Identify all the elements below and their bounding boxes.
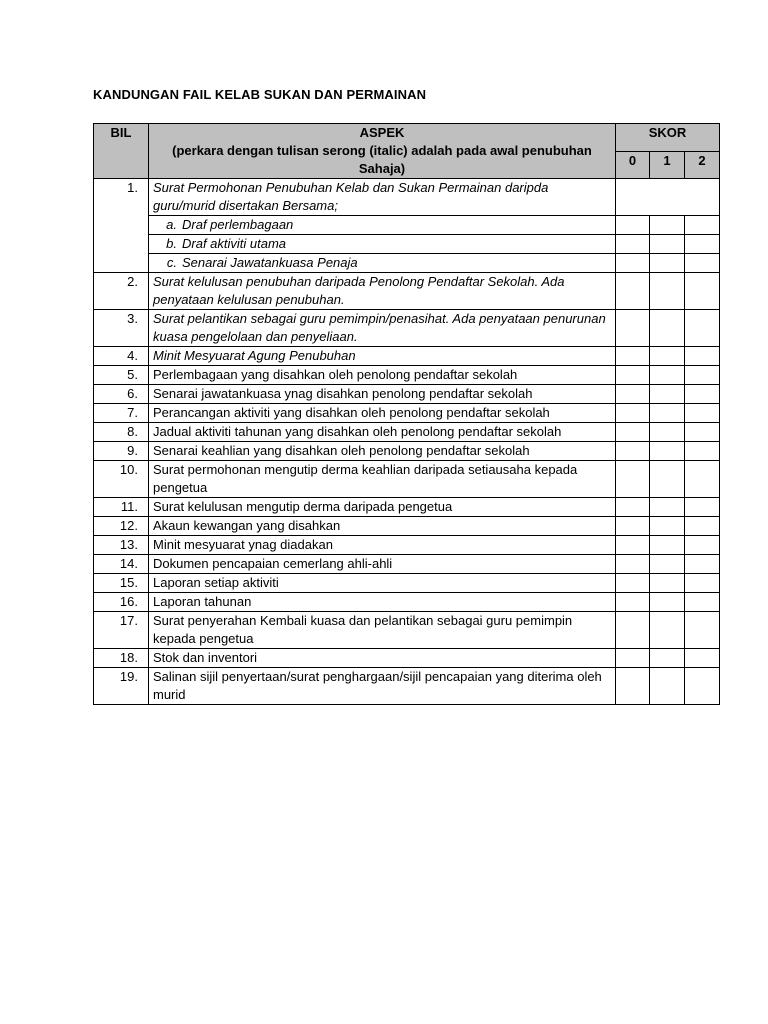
row-aspek: Jadual aktiviti tahunan yang disahkan oleh penolong pendaftar sekolah bbox=[149, 423, 616, 442]
row-aspek: Perancangan aktiviti yang disahkan oleh penolong pendaftar sekolah bbox=[149, 404, 616, 423]
table-subrow bbox=[94, 235, 720, 254]
score-cell-0[interactable] bbox=[616, 555, 650, 574]
score-cell-2[interactable] bbox=[685, 235, 720, 254]
row-aspek: Minit Mesyuarat Agung Penubuhan bbox=[149, 347, 616, 366]
score-cell-2[interactable] bbox=[685, 536, 720, 555]
score-cell-2[interactable] bbox=[685, 254, 720, 273]
score-cell-1[interactable] bbox=[650, 404, 685, 423]
score-cell-0[interactable] bbox=[616, 310, 650, 347]
table-row bbox=[94, 555, 720, 574]
score-cell-1[interactable] bbox=[650, 347, 685, 366]
subrow-text: Draf aktiviti utama bbox=[182, 236, 287, 251]
row-number: 15. bbox=[94, 574, 149, 593]
score-cell-1[interactable] bbox=[650, 461, 685, 498]
score-cell-1[interactable] bbox=[650, 216, 685, 235]
row-number: 2. bbox=[94, 273, 149, 310]
table-header bbox=[94, 124, 720, 179]
score-cell-0[interactable] bbox=[616, 216, 650, 235]
table-subrow bbox=[94, 254, 720, 273]
row-aspek: Surat permohonan mengutip derma keahlian daripada setiausaha kepada pengetua bbox=[149, 461, 616, 498]
header-skor-1: 1 bbox=[650, 151, 685, 179]
row-number: 16. bbox=[94, 593, 149, 612]
row-number: 11. bbox=[94, 498, 149, 517]
row-aspek: Minit mesyuarat ynag diadakan bbox=[149, 536, 616, 555]
header-skor: SKOR bbox=[616, 124, 720, 152]
score-cell-0[interactable] bbox=[616, 536, 650, 555]
row-number: 17. bbox=[94, 612, 149, 649]
score-cell-2[interactable] bbox=[685, 273, 720, 310]
score-cell-1[interactable] bbox=[650, 273, 685, 310]
row-aspek: Surat kelulusan penubuhan daripada Penolong Pendaftar Sekolah. Ada penyataan kelulusan penubuhan. bbox=[149, 273, 616, 310]
score-cell-1[interactable] bbox=[650, 498, 685, 517]
table-body bbox=[94, 179, 720, 705]
table-row bbox=[94, 347, 720, 366]
row-number: 5. bbox=[94, 366, 149, 385]
header-aspek-title: ASPEK bbox=[359, 125, 405, 140]
score-cell-merged[interactable] bbox=[616, 179, 720, 216]
score-cell-1[interactable] bbox=[650, 235, 685, 254]
row-number: 13. bbox=[94, 536, 149, 555]
score-cell-1[interactable] bbox=[650, 366, 685, 385]
document-title: KANDUNGAN FAIL KELAB SUKAN DAN PERMAINAN bbox=[93, 87, 427, 102]
row-aspek: Senarai keahlian yang disahkan oleh penolong pendaftar sekolah bbox=[149, 442, 616, 461]
score-cell-1[interactable] bbox=[650, 423, 685, 442]
checklist-table bbox=[93, 123, 720, 705]
score-cell-2[interactable] bbox=[685, 612, 720, 649]
score-cell-2[interactable] bbox=[685, 442, 720, 461]
table-row bbox=[94, 517, 720, 536]
score-cell-2[interactable] bbox=[685, 366, 720, 385]
subrow-aspek bbox=[149, 254, 616, 273]
score-cell-2[interactable] bbox=[685, 649, 720, 668]
header-aspek bbox=[149, 124, 616, 179]
score-cell-2[interactable] bbox=[685, 423, 720, 442]
table-row bbox=[94, 404, 720, 423]
table-row bbox=[94, 668, 720, 705]
header-aspek-note: (perkara dengan tulisan serong (italic) adalah pada awal penubuhan Sahaja) bbox=[172, 143, 592, 176]
table-row bbox=[94, 179, 720, 216]
table-row bbox=[94, 612, 720, 649]
table-row bbox=[94, 423, 720, 442]
score-cell-2[interactable] bbox=[685, 385, 720, 404]
score-cell-0[interactable] bbox=[616, 574, 650, 593]
score-cell-1[interactable] bbox=[650, 254, 685, 273]
row-aspek: Akaun kewangan yang disahkan bbox=[149, 517, 616, 536]
row-aspek: Salinan sijil penyertaan/surat penghargaan/sijil pencapaian yang diterima oleh murid bbox=[149, 668, 616, 705]
score-cell-0[interactable] bbox=[616, 254, 650, 273]
row-number: 18. bbox=[94, 649, 149, 668]
row-aspek: Surat penyerahan Kembali kuasa dan pelantikan sebagai guru pemimpin kepada pengetua bbox=[149, 612, 616, 649]
score-cell-1[interactable] bbox=[650, 612, 685, 649]
row-aspek: Surat kelulusan mengutip derma daripada pengetua bbox=[149, 498, 616, 517]
score-cell-2[interactable] bbox=[685, 310, 720, 347]
subrow-text: Senarai Jawatankuasa Penaja bbox=[182, 255, 358, 270]
row-number: 14. bbox=[94, 555, 149, 574]
table-row bbox=[94, 461, 720, 498]
score-cell-2[interactable] bbox=[685, 461, 720, 498]
row-number: 8. bbox=[94, 423, 149, 442]
score-cell-0[interactable] bbox=[616, 612, 650, 649]
row-aspek: Laporan setiap aktiviti bbox=[149, 574, 616, 593]
score-cell-2[interactable] bbox=[685, 668, 720, 705]
score-cell-0[interactable] bbox=[616, 668, 650, 705]
score-cell-1[interactable] bbox=[650, 517, 685, 536]
score-cell-0[interactable] bbox=[616, 498, 650, 517]
score-cell-0[interactable] bbox=[616, 404, 650, 423]
row-number: 10. bbox=[94, 461, 149, 498]
header-skor-2: 2 bbox=[685, 151, 720, 179]
score-cell-0[interactable] bbox=[616, 461, 650, 498]
row-aspek: Dokumen pencapaian cemerlang ahli-ahli bbox=[149, 555, 616, 574]
table-subrow bbox=[94, 216, 720, 235]
score-cell-0[interactable] bbox=[616, 442, 650, 461]
score-cell-2[interactable] bbox=[685, 498, 720, 517]
score-cell-1[interactable] bbox=[650, 555, 685, 574]
score-cell-1[interactable] bbox=[650, 385, 685, 404]
score-cell-2[interactable] bbox=[685, 517, 720, 536]
header-skor-0: 0 bbox=[616, 151, 650, 179]
table-row bbox=[94, 273, 720, 310]
row-number: 3. bbox=[94, 310, 149, 347]
table-row bbox=[94, 385, 720, 404]
score-cell-1[interactable] bbox=[650, 536, 685, 555]
score-cell-2[interactable] bbox=[685, 347, 720, 366]
score-cell-1[interactable] bbox=[650, 593, 685, 612]
subrow-label: c. bbox=[166, 255, 177, 270]
score-cell-2[interactable] bbox=[685, 404, 720, 423]
score-cell-1[interactable] bbox=[650, 649, 685, 668]
row-number: 9. bbox=[94, 442, 149, 461]
row-number: 6. bbox=[94, 385, 149, 404]
table-row bbox=[94, 366, 720, 385]
subrow-label: b. bbox=[166, 236, 177, 251]
score-cell-0[interactable] bbox=[616, 273, 650, 310]
score-cell-0[interactable] bbox=[616, 593, 650, 612]
table-row bbox=[94, 310, 720, 347]
table-row bbox=[94, 574, 720, 593]
row-aspek: Surat Permohonan Penubuhan Kelab dan Sukan Permainan daripda guru/murid disertakan Bersama; bbox=[149, 179, 616, 216]
table-row bbox=[94, 593, 720, 612]
score-cell-0[interactable] bbox=[616, 385, 650, 404]
table-row bbox=[94, 536, 720, 555]
row-aspek: Stok dan inventori bbox=[149, 649, 616, 668]
row-aspek: Perlembagaan yang disahkan oleh penolong pendaftar sekolah bbox=[149, 366, 616, 385]
score-cell-0[interactable] bbox=[616, 235, 650, 254]
subrow-aspek bbox=[149, 235, 616, 254]
score-cell-1[interactable] bbox=[650, 442, 685, 461]
row-aspek: Senarai jawatankuasa ynag disahkan penolong pendaftar sekolah bbox=[149, 385, 616, 404]
score-cell-2[interactable] bbox=[685, 593, 720, 612]
score-cell-2[interactable] bbox=[685, 216, 720, 235]
score-cell-0[interactable] bbox=[616, 366, 650, 385]
subrow-text: Draf perlembagaan bbox=[182, 217, 294, 232]
score-cell-1[interactable] bbox=[650, 310, 685, 347]
row-aspek: Surat pelantikan sebagai guru pemimpin/penasihat. Ada penyataan penurunan kuasa pengelolaan dan penyeliaan. bbox=[149, 310, 616, 347]
row-aspek: Laporan tahunan bbox=[149, 593, 616, 612]
row-number: 1. bbox=[94, 179, 149, 273]
subrow-aspek bbox=[149, 216, 616, 235]
subrow-label: a. bbox=[166, 217, 177, 232]
table-row bbox=[94, 498, 720, 517]
score-cell-0[interactable] bbox=[616, 649, 650, 668]
score-cell-2[interactable] bbox=[685, 555, 720, 574]
table-row bbox=[94, 442, 720, 461]
row-number: 7. bbox=[94, 404, 149, 423]
score-cell-2[interactable] bbox=[685, 574, 720, 593]
row-number: 12. bbox=[94, 517, 149, 536]
score-cell-0[interactable] bbox=[616, 347, 650, 366]
row-number: 4. bbox=[94, 347, 149, 366]
score-cell-1[interactable] bbox=[650, 574, 685, 593]
row-number: 19. bbox=[94, 668, 149, 705]
score-cell-0[interactable] bbox=[616, 423, 650, 442]
score-cell-1[interactable] bbox=[650, 668, 685, 705]
table-row bbox=[94, 649, 720, 668]
header-bil: BIL bbox=[94, 124, 149, 179]
score-cell-0[interactable] bbox=[616, 517, 650, 536]
